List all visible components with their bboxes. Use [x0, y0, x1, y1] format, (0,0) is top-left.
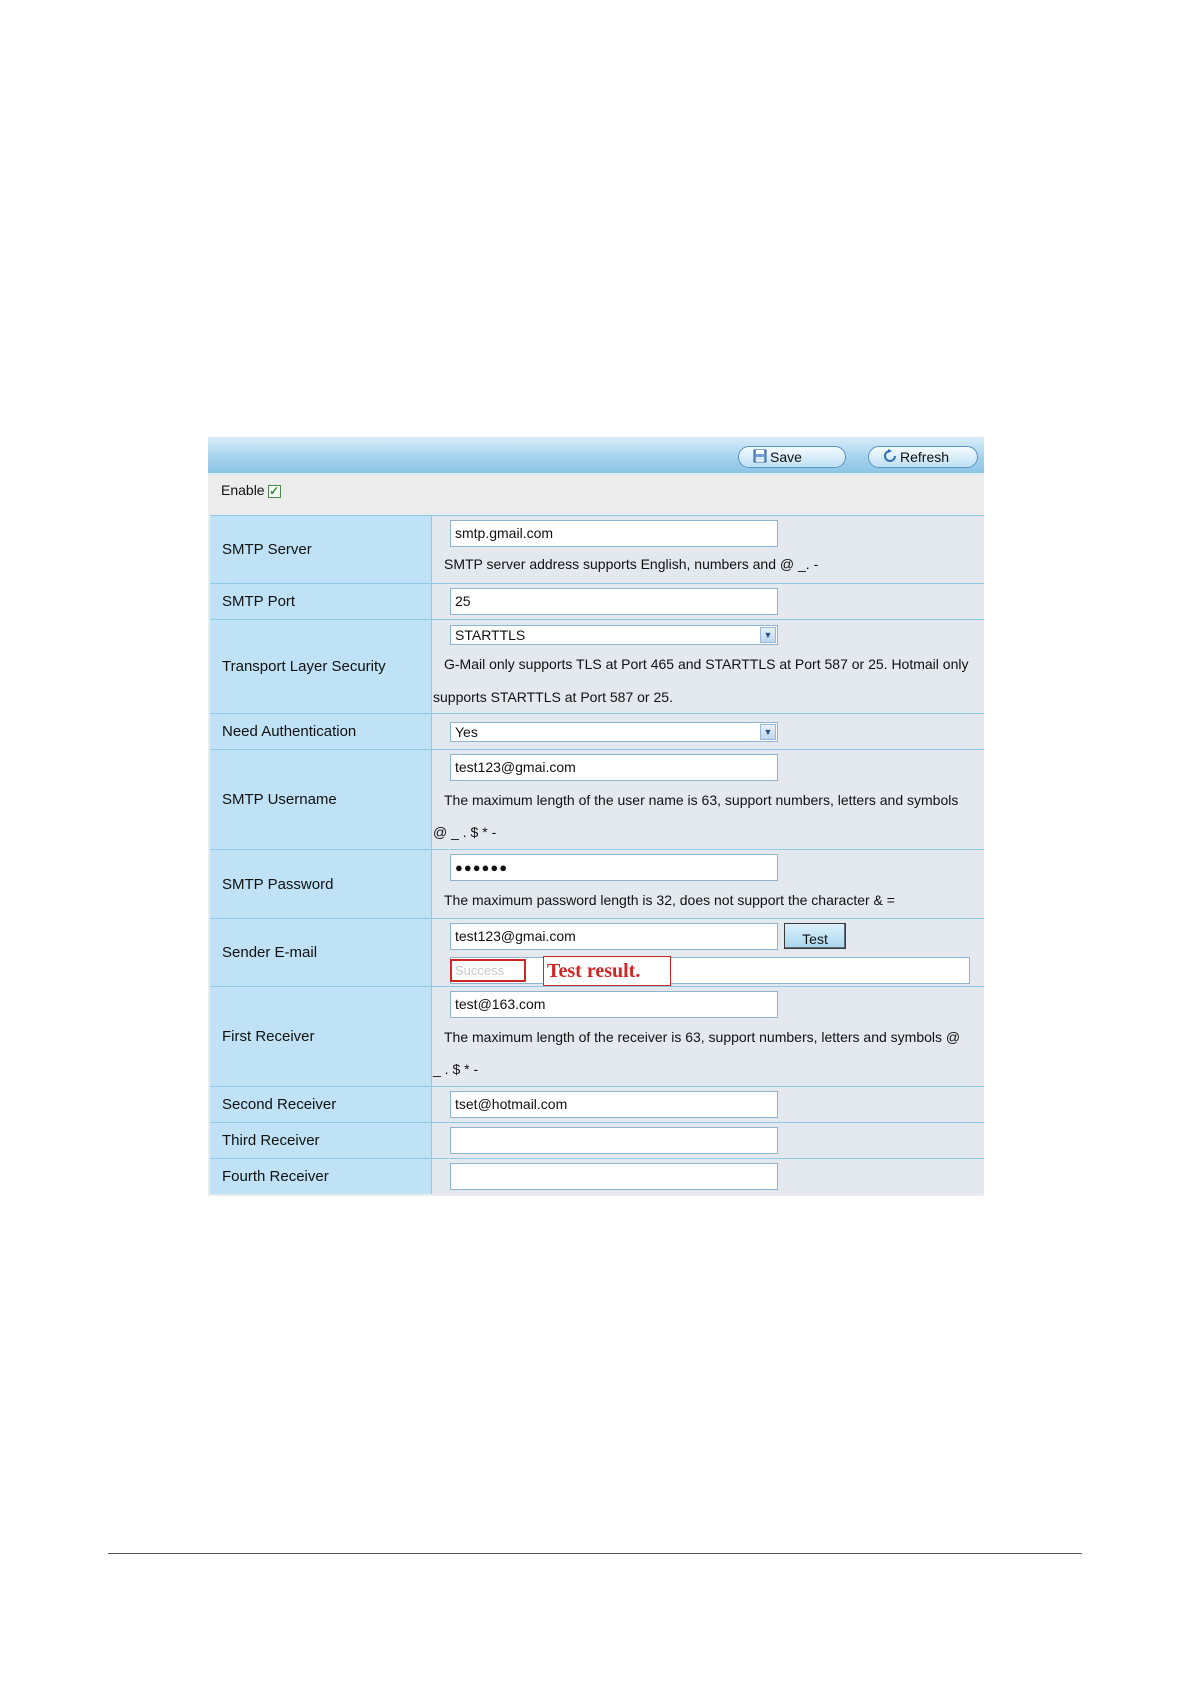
smtp-username-note-line1: The maximum length of the user name is 63, support numbers, letters and symbols: [444, 792, 959, 808]
row-smtp-server: [210, 515, 984, 583]
row-sender-email: [210, 918, 984, 986]
need-auth-select[interactable]: [450, 722, 778, 742]
value-cell: [432, 1123, 984, 1158]
value-cell: [432, 987, 984, 1086]
test-button[interactable]: Test: [784, 923, 846, 949]
smtp-username-input[interactable]: test123@gmai.com: [450, 754, 778, 781]
label-cell: [210, 516, 432, 583]
third-receiver-label: Third Receiver: [222, 1132, 320, 1149]
floppy-disk-icon: [753, 449, 767, 466]
save-button[interactable]: [738, 446, 846, 468]
smtp-port-input[interactable]: 25: [450, 588, 778, 615]
sender-email-input[interactable]: test123@gmai.com: [450, 923, 778, 950]
smtp-password-note: The maximum password length is 32, does not support the character & =: [444, 892, 895, 908]
label-cell: [210, 1159, 432, 1194]
value-cell: [432, 919, 984, 986]
email-settings-panel: [208, 437, 984, 1196]
value-cell: [432, 620, 984, 713]
smtp-password-label: SMTP Password: [222, 875, 334, 893]
value-cell: [432, 750, 984, 849]
test-result-field: [450, 957, 970, 984]
need-auth-label: Need Authentication: [222, 723, 357, 740]
row-second-receiver: [210, 1086, 984, 1122]
first-receiver-note-line1: The maximum length of the receiver is 63, support numbers, letters and symbols @: [444, 1029, 961, 1045]
fourth-receiver-label: Fourth Receiver: [222, 1168, 329, 1185]
label-cell: [210, 850, 432, 918]
need-auth-select-value: Yes: [455, 724, 478, 740]
refresh-label: Refresh: [900, 449, 950, 465]
row-smtp-port: [210, 583, 984, 619]
smtp-username-note-line2: @ _ . $ * -: [433, 824, 497, 840]
tls-select[interactable]: [450, 625, 778, 645]
footer-divider: [108, 1553, 1082, 1554]
label-cell: [210, 750, 432, 849]
smtp-password-input[interactable]: ●●●●●●: [450, 854, 778, 881]
row-smtp-password: [210, 849, 984, 918]
second-receiver-input[interactable]: tset@hotmail.com: [450, 1091, 778, 1118]
first-receiver-label: First Receiver: [222, 1028, 315, 1045]
settings-table: [210, 515, 984, 1194]
row-fourth-receiver: [210, 1158, 984, 1194]
value-cell: [432, 714, 984, 749]
first-receiver-note-line2: _ . $ * -: [433, 1061, 479, 1077]
tls-label: Transport Layer Security: [222, 658, 386, 675]
second-receiver-label: Second Receiver: [222, 1096, 337, 1113]
chevron-down-icon[interactable]: ▼: [760, 724, 776, 740]
toolbar: [208, 437, 984, 475]
smtp-port-label: SMTP Port: [222, 593, 296, 610]
smtp-server-label: SMTP Server: [222, 541, 312, 558]
row-third-receiver: [210, 1122, 984, 1158]
value-cell: [432, 584, 984, 619]
checkmark-icon: ✓: [269, 484, 280, 498]
value-cell: [432, 516, 984, 583]
refresh-button[interactable]: [868, 446, 978, 468]
enable-checkbox[interactable]: [268, 485, 281, 498]
label-cell: [210, 1123, 432, 1158]
first-receiver-input[interactable]: test@163.com: [450, 991, 778, 1018]
smtp-username-label: SMTP Username: [222, 791, 337, 808]
label-cell: [210, 620, 432, 713]
test-result-annotation: Test result.: [543, 956, 671, 986]
enable-row: [208, 475, 984, 505]
fourth-receiver-input[interactable]: [450, 1163, 778, 1190]
enable-label: Enable: [221, 482, 265, 498]
tls-note-line2: supports STARTTLS at Port 587 or 25.: [433, 689, 673, 705]
third-receiver-input[interactable]: [450, 1127, 778, 1154]
label-cell: [210, 919, 432, 986]
tls-select-value: STARTTLS: [455, 627, 526, 643]
row-first-receiver: [210, 986, 984, 1086]
save-label: Save: [770, 449, 802, 465]
row-need-authentication: [210, 713, 984, 749]
tls-note-line1: G-Mail only supports TLS at Port 465 and STARTTLS at Port 587 or 25. Hotmail only: [444, 656, 969, 672]
row-tls: [210, 619, 984, 713]
success-status: Success: [450, 959, 526, 982]
smtp-server-input[interactable]: smtp.gmail.com: [450, 520, 778, 547]
sender-email-label: Sender E-mail: [222, 944, 318, 961]
refresh-arrow-icon: [883, 449, 897, 466]
label-cell: [210, 584, 432, 619]
label-cell: [210, 714, 432, 749]
chevron-down-icon[interactable]: ▼: [760, 627, 776, 643]
value-cell: [432, 1159, 984, 1194]
value-cell: [432, 1087, 984, 1122]
value-cell: [432, 850, 984, 918]
label-cell: [210, 987, 432, 1086]
row-smtp-username: [210, 749, 984, 849]
label-cell: [210, 1087, 432, 1122]
smtp-server-note: SMTP server address supports English, numbers and @ _. -: [444, 556, 819, 572]
